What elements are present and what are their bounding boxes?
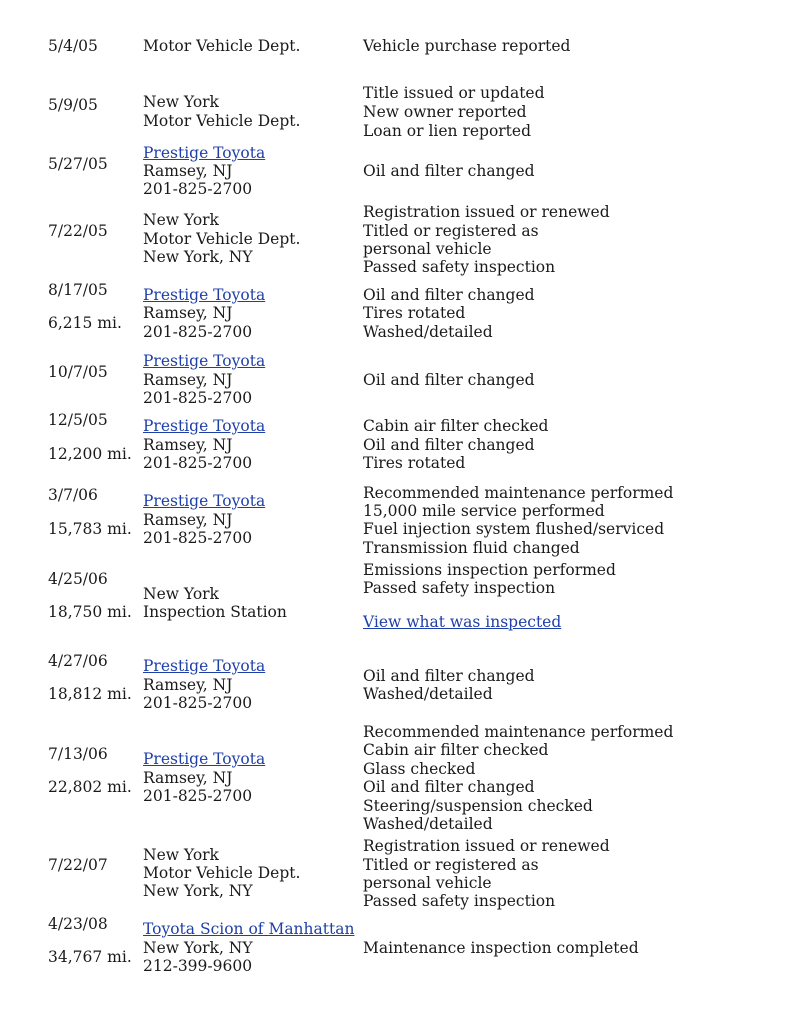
detail-line: Oil and filter changed <box>363 436 535 454</box>
record-mileage: 34,767 mi. <box>48 948 132 966</box>
record-date: 7/22/07 <box>48 856 108 874</box>
detail-line: 15,000 mile service performed <box>363 502 605 520</box>
detail-line: Tires rotated <box>363 304 466 322</box>
source-line: Ramsey, NJ <box>143 162 233 180</box>
record-date: 4/25/06 <box>48 570 108 588</box>
record-mileage: 15,783 mi. <box>48 520 132 538</box>
detail-line: Recommended maintenance performed <box>363 723 674 741</box>
source-line: Motor Vehicle Dept. <box>143 37 301 55</box>
record-date: 3/7/06 <box>48 486 98 504</box>
detail-line: Washed/detailed <box>363 815 493 833</box>
dealer-link[interactable]: Prestige Toyota <box>143 286 266 304</box>
record-date: 4/23/08 <box>48 915 108 933</box>
detail-line: Loan or lien reported <box>363 122 532 140</box>
source-line: New York, NY <box>143 882 253 900</box>
detail-line: Cabin air filter checked <box>363 741 549 759</box>
record-date: 10/7/05 <box>48 363 108 381</box>
dealer-link[interactable]: Prestige Toyota <box>143 492 266 510</box>
detail-line: Oil and filter changed <box>363 778 535 796</box>
view-inspection-link[interactable]: View what was inspected <box>363 613 562 631</box>
record-date: 8/17/05 <box>48 281 108 299</box>
detail-line: Oil and filter changed <box>363 286 535 304</box>
source-line: Inspection Station <box>143 603 287 621</box>
source-line: New York <box>143 93 219 111</box>
detail-line: Passed safety inspection <box>363 892 556 910</box>
record-date: 7/22/05 <box>48 222 108 240</box>
detail-line: Steering/suspension checked <box>363 797 593 815</box>
detail-line: Titled or registered as <box>363 222 539 240</box>
source-line: New York <box>143 585 219 603</box>
source-line: 201-825-2700 <box>143 787 253 805</box>
record-mileage: 22,802 mi. <box>48 778 132 796</box>
detail-line: Titled or registered as <box>363 856 539 874</box>
detail-line: Washed/detailed <box>363 323 493 341</box>
record-date: 5/27/05 <box>48 155 108 173</box>
detail-line: Title issued or updated <box>363 84 545 102</box>
record-mileage: 18,750 mi. <box>48 603 132 621</box>
detail-line: Maintenance inspection completed <box>363 939 639 957</box>
source-line: 201-825-2700 <box>143 323 253 341</box>
record-mileage: 6,215 mi. <box>48 314 122 332</box>
source-line: New York, NY <box>143 248 253 266</box>
dealer-link[interactable]: Toyota Scion of Manhattan <box>143 920 355 938</box>
dealer-link[interactable]: Prestige Toyota <box>143 417 266 435</box>
detail-line: Registration issued or renewed <box>363 837 610 855</box>
source-line: Ramsey, NJ <box>143 436 233 454</box>
source-line: 201-825-2700 <box>143 454 253 472</box>
source-line: New York <box>143 846 219 864</box>
detail-line: Registration issued or renewed <box>363 203 610 221</box>
source-line: Ramsey, NJ <box>143 304 233 322</box>
source-line: 201-825-2700 <box>143 180 253 198</box>
detail-line: Passed safety inspection <box>363 258 556 276</box>
detail-line: New owner reported <box>363 103 527 121</box>
record-mileage: 18,812 mi. <box>48 685 132 703</box>
detail-line: Oil and filter changed <box>363 162 535 180</box>
detail-line: Cabin air filter checked <box>363 417 549 435</box>
source-line: Ramsey, NJ <box>143 511 233 529</box>
source-line: Ramsey, NJ <box>143 676 233 694</box>
source-line: Motor Vehicle Dept. <box>143 112 301 130</box>
source-line: New York, NY <box>143 939 253 957</box>
dealer-link[interactable]: Prestige Toyota <box>143 657 266 675</box>
dealer-link[interactable]: Prestige Toyota <box>143 144 266 162</box>
source-line: 201-825-2700 <box>143 389 253 407</box>
detail-line: Vehicle purchase reported <box>363 37 571 55</box>
dealer-link[interactable]: Prestige Toyota <box>143 352 266 370</box>
source-line: New York <box>143 211 219 229</box>
dealer-link[interactable]: Prestige Toyota <box>143 750 266 768</box>
record-date: 4/27/06 <box>48 652 108 670</box>
detail-line: Transmission fluid changed <box>363 539 580 557</box>
record-date: 5/9/05 <box>48 96 98 114</box>
detail-line: personal vehicle <box>363 240 492 258</box>
detail-line: Oil and filter changed <box>363 667 535 685</box>
source-line: 201-825-2700 <box>143 694 253 712</box>
detail-line: Glass checked <box>363 760 476 778</box>
detail-line: Tires rotated <box>363 454 466 472</box>
detail-line: Emissions inspection performed <box>363 561 616 579</box>
record-date: 12/5/05 <box>48 411 108 429</box>
detail-line: Oil and filter changed <box>363 371 535 389</box>
record-mileage: 12,200 mi. <box>48 445 132 463</box>
detail-line: Passed safety inspection <box>363 579 556 597</box>
record-date: 7/13/06 <box>48 745 108 763</box>
detail-line: Washed/detailed <box>363 685 493 703</box>
source-line: 201-825-2700 <box>143 529 253 547</box>
detail-line: personal vehicle <box>363 874 492 892</box>
record-date: 5/4/05 <box>48 37 98 55</box>
source-line: Ramsey, NJ <box>143 769 233 787</box>
source-line: 212-399-9600 <box>143 957 253 975</box>
detail-line: Recommended maintenance performed <box>363 484 674 502</box>
source-line: Motor Vehicle Dept. <box>143 230 301 248</box>
source-line: Ramsey, NJ <box>143 371 233 389</box>
detail-line: Fuel injection system flushed/serviced <box>363 520 665 538</box>
source-line: Motor Vehicle Dept. <box>143 864 301 882</box>
